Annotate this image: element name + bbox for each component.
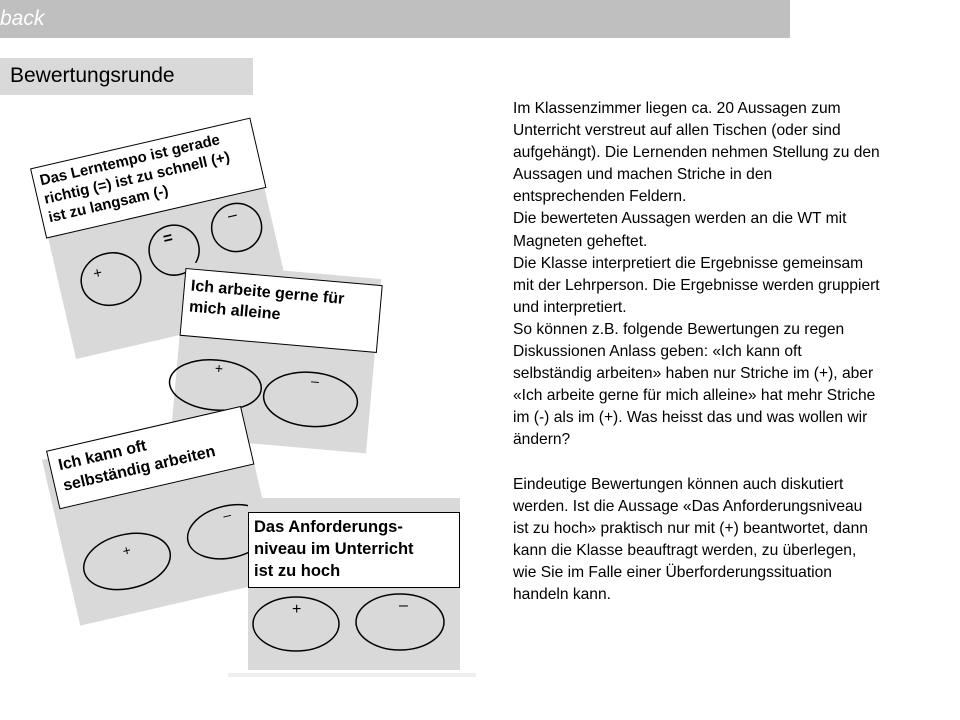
photo-shadow (228, 673, 476, 677)
section-tab (0, 58, 253, 95)
text-line: handeln kann. (513, 586, 611, 604)
section-title: Bewertungsrunde (10, 64, 175, 87)
text-line: Im Klassenzimmer liegen ca. 20 Aussagen zum (513, 100, 841, 117)
text-line: aufgehängt). Die Lernenden nehmen Stellung zu den (513, 144, 880, 162)
text-line: Die Klasse interpretiert die Ergebnisse gemeinsam (513, 254, 864, 272)
minus-mark: – (221, 506, 233, 524)
explanation-text (513, 98, 960, 606)
text-line: «Ich arbeite gerne für mich alleine» hat mehr Striche (513, 387, 876, 405)
text-line: Unterricht verstreut auf allen Tischen (oder sind (513, 122, 841, 140)
text-line: ändern? (513, 431, 571, 449)
text-line: kann die Klasse beauftragt werden, zu überlegen, (513, 541, 857, 559)
statement-text: Das Lerntempo ist gerade richtig (=) ist zu schnell (+) ist zu langsam (-) (30, 118, 266, 239)
slide-title-fragment: back (0, 7, 45, 30)
text-line: im (-) als im (+). Was heisst das und was wollen wir (513, 409, 868, 427)
statement-card-anforderungsniveau (232, 498, 460, 674)
text-line: werden. Ist die Aussage «Das Anforderungsniveau (513, 497, 863, 515)
text-line: selbständig arbeiten» haben nur Striche im (+), aber (513, 365, 874, 383)
text-line: Die bewerteten Aussagen werden an die WT mit (513, 210, 847, 228)
plus-mark: + (91, 264, 104, 283)
statement-text: Das Anforderungs- niveau im Unterricht ist zu hoch (248, 512, 460, 588)
plus-mark: + (292, 601, 302, 618)
equal-mark: = (161, 229, 175, 249)
plus-mark: + (120, 541, 133, 560)
statement-text: Ich kann oft selbständig arbeiten (46, 406, 254, 509)
text-line: wie Sie im Falle einer Überforderungssituation (513, 563, 832, 581)
text-line: entsprechenden Feldern. (513, 188, 687, 206)
plus-mark: + (214, 359, 224, 377)
text-line: und interpretiert. (513, 298, 627, 316)
minus-mark: – (310, 372, 320, 390)
title-bar (0, 0, 790, 38)
minus-mark: – (226, 206, 239, 225)
text-line: Magneten geheftet. (513, 232, 648, 250)
text-line: So können z.B. folgende Bewertungen zu regen (513, 320, 845, 338)
text-line: ist zu hoch» praktisch nur mit (+) beantwortet, dann (513, 519, 868, 537)
rating-fields (232, 498, 460, 674)
text-line: Eindeutige Bewertungen können auch diskutiert (513, 475, 844, 493)
text-line: mit der Lehrperson. Die Ergebnisse werden gruppiert (513, 276, 880, 294)
text-line: Diskussionen Anlass geben: «Ich kann oft (513, 343, 802, 361)
minus-mark: – (399, 597, 408, 614)
text-line: Aussagen und machen Striche in den (513, 166, 773, 184)
statement-text: Ich arbeite gerne für mich alleine (180, 268, 383, 353)
